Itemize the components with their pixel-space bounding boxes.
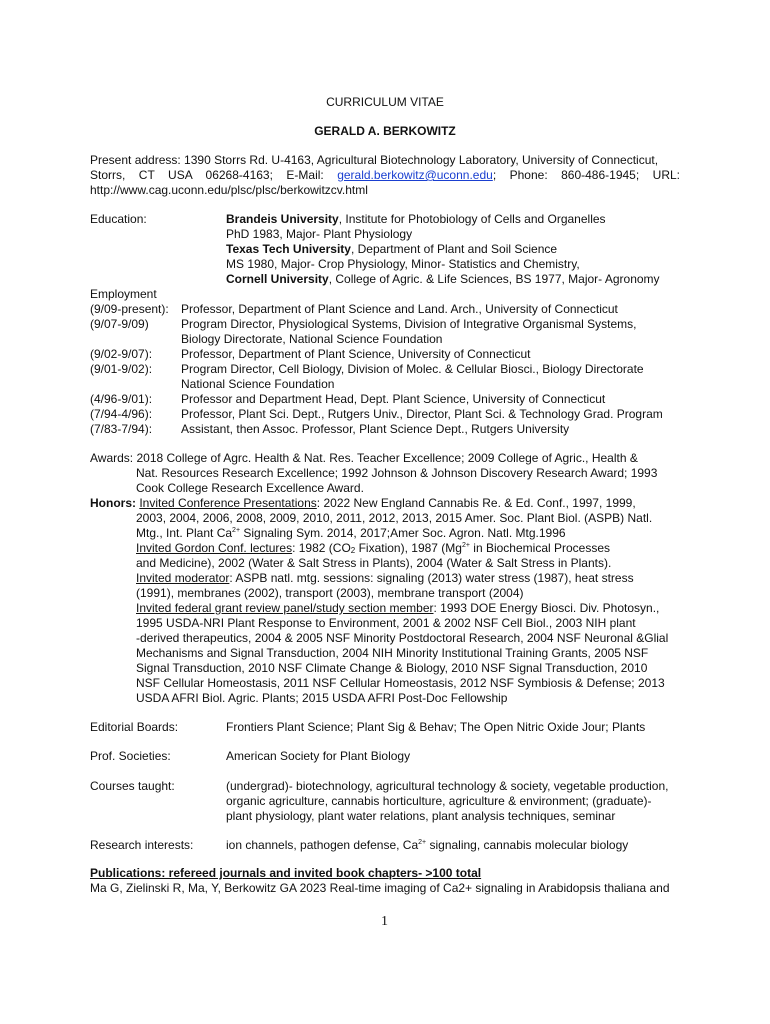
person-name: GERALD A. BERKOWITZ (314, 124, 456, 138)
school-texas-tech: Texas Tech University (226, 242, 351, 256)
employment-role: Program Director, Physiological Systems, Division of Integrative Organismal Systems, (181, 317, 637, 331)
honors-line-2: 2003, 2004, 2006, 2008, 2009, 2010, 2011, 2012, 2013, 2015 Amer. Soc. Plant Biol. (ASPB) Natl. (136, 511, 653, 525)
employment-role: Biology Directorate, National Science Foundation (181, 332, 443, 346)
employment-date: (4/96-9/01): (90, 392, 153, 406)
publications-heading: Publications: refereed journals and invited book chapters- >100 total (90, 866, 482, 880)
honors-line-6 (136, 571, 634, 586)
honors-label: Honors: (90, 496, 136, 510)
research-label: Research interests: (90, 838, 194, 852)
email-link[interactable]: gerald.berkowitz@uconn.edu (337, 168, 493, 182)
employment-role: Professor, Department of Plant Science, University of Connecticut (181, 347, 531, 361)
honors-line-8-text: : 1993 DOE Energy Biosci. Div. Photosyn., (433, 601, 660, 615)
employment-date: (9/01-9/02): (90, 362, 153, 376)
education-entry-5 (226, 272, 660, 287)
school-brandeis: Brandeis University (226, 212, 339, 226)
education-label: Education: (90, 212, 147, 226)
publication-entry: Ma G, Zielinski R, Ma, Y, Berkowitz GA 2023 Real-time imaging of Ca2+ signaling in Arabidopsis thaliana and (90, 881, 670, 895)
honors-line-6-text: : ASPB natl. mtg. sessions: signaling (2013) water stress (1987), heat stress (229, 571, 634, 585)
honors-line-4-a: : 1982 (CO (292, 541, 351, 555)
employment-date: (9/02-9/07): (90, 347, 153, 361)
address-prefix: Storrs, CT USA 06268-4163; E-Mail: (90, 168, 338, 182)
employment-role: Professor and Department Head, Dept. Plant Science, University of Connecticut (181, 392, 606, 406)
education-entry-5-detail: , College of Agric. & Life Sciences, BS 1977, Major- Agronomy (328, 272, 660, 286)
education-entry-4: MS 1980, Major- Crop Physiology, Minor- Statistics and Chemistry, (226, 257, 580, 271)
employment-heading: Employment (90, 287, 157, 301)
awards-line-3: Cook College Research Excellence Award. (136, 481, 364, 495)
societies-value: American Society for Plant Biology (226, 749, 411, 763)
honors-line-14: USDA AFRI Biol. Agric. Plants; 2015 USDA AFRI Post-Doc Fellowship (136, 691, 508, 705)
courses-line-1: (undergrad)- biotechnology, agricultural technology & society, vegetable production, (226, 779, 669, 793)
employment-role: Professor, Plant Sci. Dept., Rutgers Univ., Director, Plant Sci. & Technology Grad. Program (181, 407, 663, 421)
courses-line-3: plant physiology, plant water relations, plant analysis techniques, seminar (226, 809, 616, 823)
honors-line-3 (136, 526, 566, 541)
honors-line-10: -derived therapeutics, 2004 & 2005 NSF Minority Postdoctoral Research, 2004 NSF Neuronal &Glial (136, 631, 669, 645)
research-value (226, 838, 628, 853)
education-entry-1 (226, 212, 606, 227)
employment-role: Program Director, Cell Biology, Division of Molec. & Cellular Biosci., Biology Directorate (181, 362, 644, 376)
courses-label: Courses taught: (90, 779, 175, 793)
honors-line-13: NSF Cellular Homeostasis, 2011 NSF Cellular Homeostasis, 2012 NSF Symbiosis & Defense; 2013 (136, 676, 665, 690)
honors-line-1 (90, 496, 636, 511)
honors-line-4 (136, 541, 610, 556)
research-value-b: signaling, cannabis molecular biology (426, 838, 629, 852)
subscript: 2 (350, 546, 356, 555)
education-entry-3-detail: , Department of Plant and Soil Science (350, 242, 558, 256)
honors-line-1-text: : 2022 New England Cannabis Re. & Ed. Conf., 1997, 1999, (316, 496, 636, 510)
honors-line-11: Mechanisms and Signal Transduction, 2004 NIH Minority Institutional Training Grants, 2005 NSF (136, 646, 649, 660)
honors-line-7: (1991), membranes (2002), transport (2003), membrane transport (2004) (136, 586, 524, 600)
editorial-value: Frontiers Plant Science; Plant Sig & Behav; The Open Nitric Oxide Jour; Plants (226, 720, 646, 734)
societies-label: Prof. Societies: (90, 749, 171, 763)
honors-line-8 (136, 601, 659, 616)
address-line-1: Present address: 1390 Storrs Rd. U-4163, Agricultural Biotechnology Laboratory, University of Connecticut, (90, 153, 659, 167)
honors-line-4-b: Fixation), 1987 (Mg (355, 541, 462, 555)
awards-line-2: Nat. Resources Research Excellence; 1992 Johnson & Johnson Discovery Research Award; 1993 (136, 466, 658, 480)
address-suffix: ; Phone: 860-486-1945; URL: (492, 168, 680, 182)
honors-moderator-heading: Invited moderator (136, 571, 230, 585)
employment-role: National Science Foundation (181, 377, 335, 391)
address-line-2 (90, 168, 680, 183)
superscript: 2+ (418, 839, 427, 846)
education-entry-2: PhD 1983, Major- Plant Physiology (226, 227, 413, 241)
awards-line-1: Awards: 2018 College of Agrc. Health & Nat. Res. Teacher Excellence; 2009 College of Agric., Health & (90, 451, 638, 465)
honors-line-5: and Medicine), 2002 (Water & Salt Stress in Plants), 2004 (Water & Salt Stress in Plants). (136, 556, 612, 570)
research-value-a: ion channels, pathogen defense, Ca (226, 838, 419, 852)
employment-date: (7/94-4/96): (90, 407, 153, 421)
education-entry-1-detail: , Institute for Photobiology of Cells and Organelles (338, 212, 606, 226)
honors-line-9: 1995 USDA-NRI Plant Response to Environment, 2001 & 2002 NSF Cell Biol., 2003 NIH plant (136, 616, 636, 630)
honors-line-3-a: Mtg., Int. Plant Ca (136, 526, 233, 540)
employment-date: (9/09-present): (90, 302, 169, 316)
education-entry-3 (226, 242, 557, 257)
honors-conference-heading: Invited Conference Presentations (139, 496, 317, 510)
page-number: 1 (381, 914, 388, 929)
honors-gordon-heading: Invited Gordon Conf. lectures (136, 541, 293, 555)
employment-role: Professor, Department of Plant Science and Land. Arch., University of Connecticut (181, 302, 618, 316)
employment-role: Assistant, then Assoc. Professor, Plant Science Dept., Rutgers University (181, 422, 570, 436)
honors-line-12: Signal Transduction, 2010 NSF Climate Change & Biology, 2010 NSF Signal Transduction, 2010 (136, 661, 648, 675)
doc-title: CURRICULUM VITAE (326, 95, 444, 109)
honors-review-panel-heading: Invited federal grant review panel/study section member (136, 601, 434, 615)
superscript: 2+ (232, 527, 241, 534)
homepage-url[interactable]: http://www.cag.uconn.edu/plsc/plsc/berkowitzcv.html (90, 183, 368, 197)
courses-line-2: organic agriculture, cannabis horticulture, agriculture & environment; (graduate)- (226, 794, 652, 808)
honors-line-4-c: in Biochemical Processes (469, 541, 611, 555)
editorial-label: Editorial Boards: (90, 720, 179, 734)
superscript: 2+ (461, 542, 470, 549)
employment-date: (7/83-7/94): (90, 422, 153, 436)
school-cornell: Cornell University (226, 272, 329, 286)
employment-date: (9/07-9/09) (90, 317, 149, 331)
honors-line-3-b: Signaling Sym. 2014, 2017;Amer Soc. Agron. Natl. Mtg.1996 (240, 526, 566, 540)
